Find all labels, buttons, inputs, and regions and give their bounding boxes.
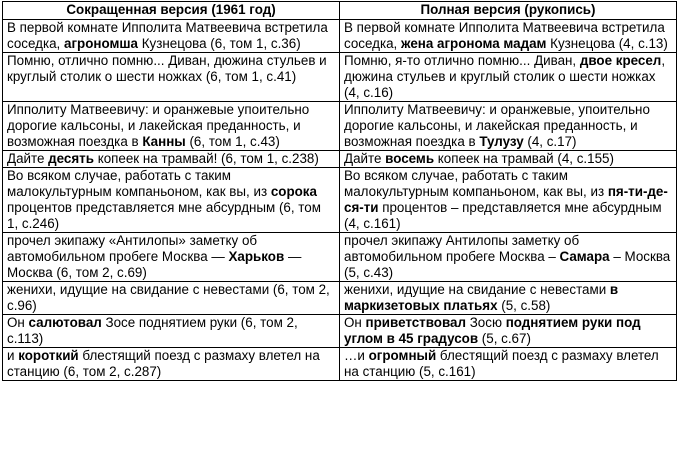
full-cell: [340, 233, 677, 282]
highlighted-text: Тулузу: [479, 134, 524, 149]
cell-text: Он: [7, 315, 29, 330]
full-cell: [340, 151, 677, 168]
cell-text: Ипполиту Матвеевичу: и оранжевые упоительно дорогие кальсоны, и лакейская преданность, и возможная поездка в: [7, 102, 313, 149]
comparison-table: [2, 1, 677, 381]
highlighted-text: Харьков: [228, 249, 285, 264]
highlighted-text: Канны: [142, 134, 186, 149]
highlighted-text: приветствовал: [365, 315, 466, 330]
abridged-cell: [3, 315, 340, 348]
cell-text: Кузнецова (6, том 1, с.36): [138, 36, 301, 51]
cell-text: …и: [344, 348, 369, 363]
highlighted-text: агрономша: [64, 36, 138, 51]
table-row: [3, 233, 677, 282]
abridged-cell: [3, 20, 340, 53]
full-cell: [340, 282, 677, 315]
cell-text: копеек на трамвай (4, с.155): [434, 151, 614, 166]
cell-text: (4, с.17): [523, 134, 577, 149]
cell-text: блестящий поезд с размаху влетел на станцию (6, том 2, с.287): [7, 348, 324, 379]
cell-text: Помню, я-то отлично помню... Диван,: [344, 53, 580, 68]
abridged-cell: [3, 348, 340, 381]
table-row: [3, 348, 677, 381]
cell-text: Кузнецова (4, с.13): [546, 36, 668, 51]
cell-text: процентов – представляется мне абсурдным (4, с.161): [344, 200, 666, 231]
full-cell: [340, 315, 677, 348]
abridged-cell: [3, 233, 340, 282]
full-cell: [340, 168, 677, 233]
highlighted-text: в маркизетовых платьях: [344, 282, 619, 313]
table-body: [3, 20, 677, 381]
cell-text: Зосе поднятием руки (6, том 2, с.113): [7, 315, 302, 346]
highlighted-text: Самара: [559, 249, 610, 264]
cell-text: и: [7, 348, 19, 363]
highlighted-text: поднятием руки под углом в 45 градусов: [344, 315, 641, 346]
abridged-cell: [3, 168, 340, 233]
full-cell: [340, 348, 677, 381]
highlighted-text: двое кресел: [579, 53, 662, 68]
cell-text: Дайте: [7, 151, 49, 166]
cell-text: женихи, идущие на свидание с невестами (6, том 2, с.96): [7, 282, 334, 313]
cell-text: Помню, отлично помню... Диван, дюжина стульев и круглый столик о шести ножках (6, том 1, с.41): [7, 53, 331, 84]
table-row: [3, 102, 677, 151]
cell-text: прочел экипажу «Антилопы» заметку об автомобильном пробеге Москва —: [7, 233, 261, 264]
header-full-version: Полная версия (рукопись): [340, 2, 677, 20]
table-row: [3, 53, 677, 102]
abridged-cell: [3, 53, 340, 102]
cell-text: Во всяком случае, работать с таким малокультурным компаньоном, как вы, из: [344, 168, 608, 199]
header-row: [3, 2, 677, 20]
cell-text: В первой комнате Ипполита Матвеевича встретила соседка,: [7, 20, 332, 51]
cell-text: (5, с.67): [478, 331, 531, 346]
abridged-cell: [3, 282, 340, 315]
table-row: [3, 151, 677, 168]
cell-text: Зосю: [466, 315, 506, 330]
cell-text: блестящий поезд с размаху влетел на станцию (5, с.161): [344, 348, 663, 379]
cell-text: Ипполиту Матвеевичу: и оранжевые, упоительно дорогие кальсоны, и лакейская преданность, и возможная поездка в: [344, 102, 654, 149]
cell-text: женихи, идущие на свидание с невестами: [344, 282, 610, 297]
highlighted-text: огромный: [368, 348, 437, 363]
highlighted-text: жена агронома мадам: [401, 36, 547, 51]
cell-text: Дайте: [344, 151, 386, 166]
cell-text: (6, том 1, с.43): [185, 134, 280, 149]
full-cell: [340, 102, 677, 151]
cell-text: копеек на трамвай! (6, том 1, с.238): [93, 151, 319, 166]
cell-text: (5, с.58): [497, 298, 551, 313]
cell-text: В первой комнате Ипполита Матвеевича встретила соседка,: [344, 20, 669, 51]
table-row: [3, 168, 677, 233]
cell-text: — Москва (6, том 2, с.69): [7, 249, 306, 280]
highlighted-text: короткий: [18, 348, 79, 363]
cell-text: прочел экипажу Антилопы заметку об автомобильном пробеге Москва –: [344, 233, 583, 264]
highlighted-text: десять: [48, 151, 94, 166]
full-cell: [340, 53, 677, 102]
table-row: [3, 20, 677, 53]
highlighted-text: восемь: [385, 151, 435, 166]
cell-text: Во всяком случае, работать с таким малокультурным компаньоном, как вы, из: [7, 168, 271, 199]
table-row: [3, 282, 677, 315]
highlighted-text: салютовал: [28, 315, 102, 330]
full-cell: [340, 20, 677, 53]
cell-text: процентов представляется мне абсурдным (6, том 1, с.246): [7, 184, 325, 231]
header-abridged-version: Сокращенная версия (1961 год): [3, 2, 340, 20]
highlighted-text: пя-ти-де-ся-ти: [344, 184, 668, 215]
abridged-cell: [3, 151, 340, 168]
cell-text: Он: [344, 315, 366, 330]
table-row: [3, 315, 677, 348]
cell-text: , дюжина стульев и круглый столик о шести ножках (4, с.16): [344, 53, 669, 100]
highlighted-text: сорока: [270, 184, 317, 199]
abridged-cell: [3, 102, 340, 151]
cell-text: – Москва (5, с.43): [344, 249, 674, 280]
